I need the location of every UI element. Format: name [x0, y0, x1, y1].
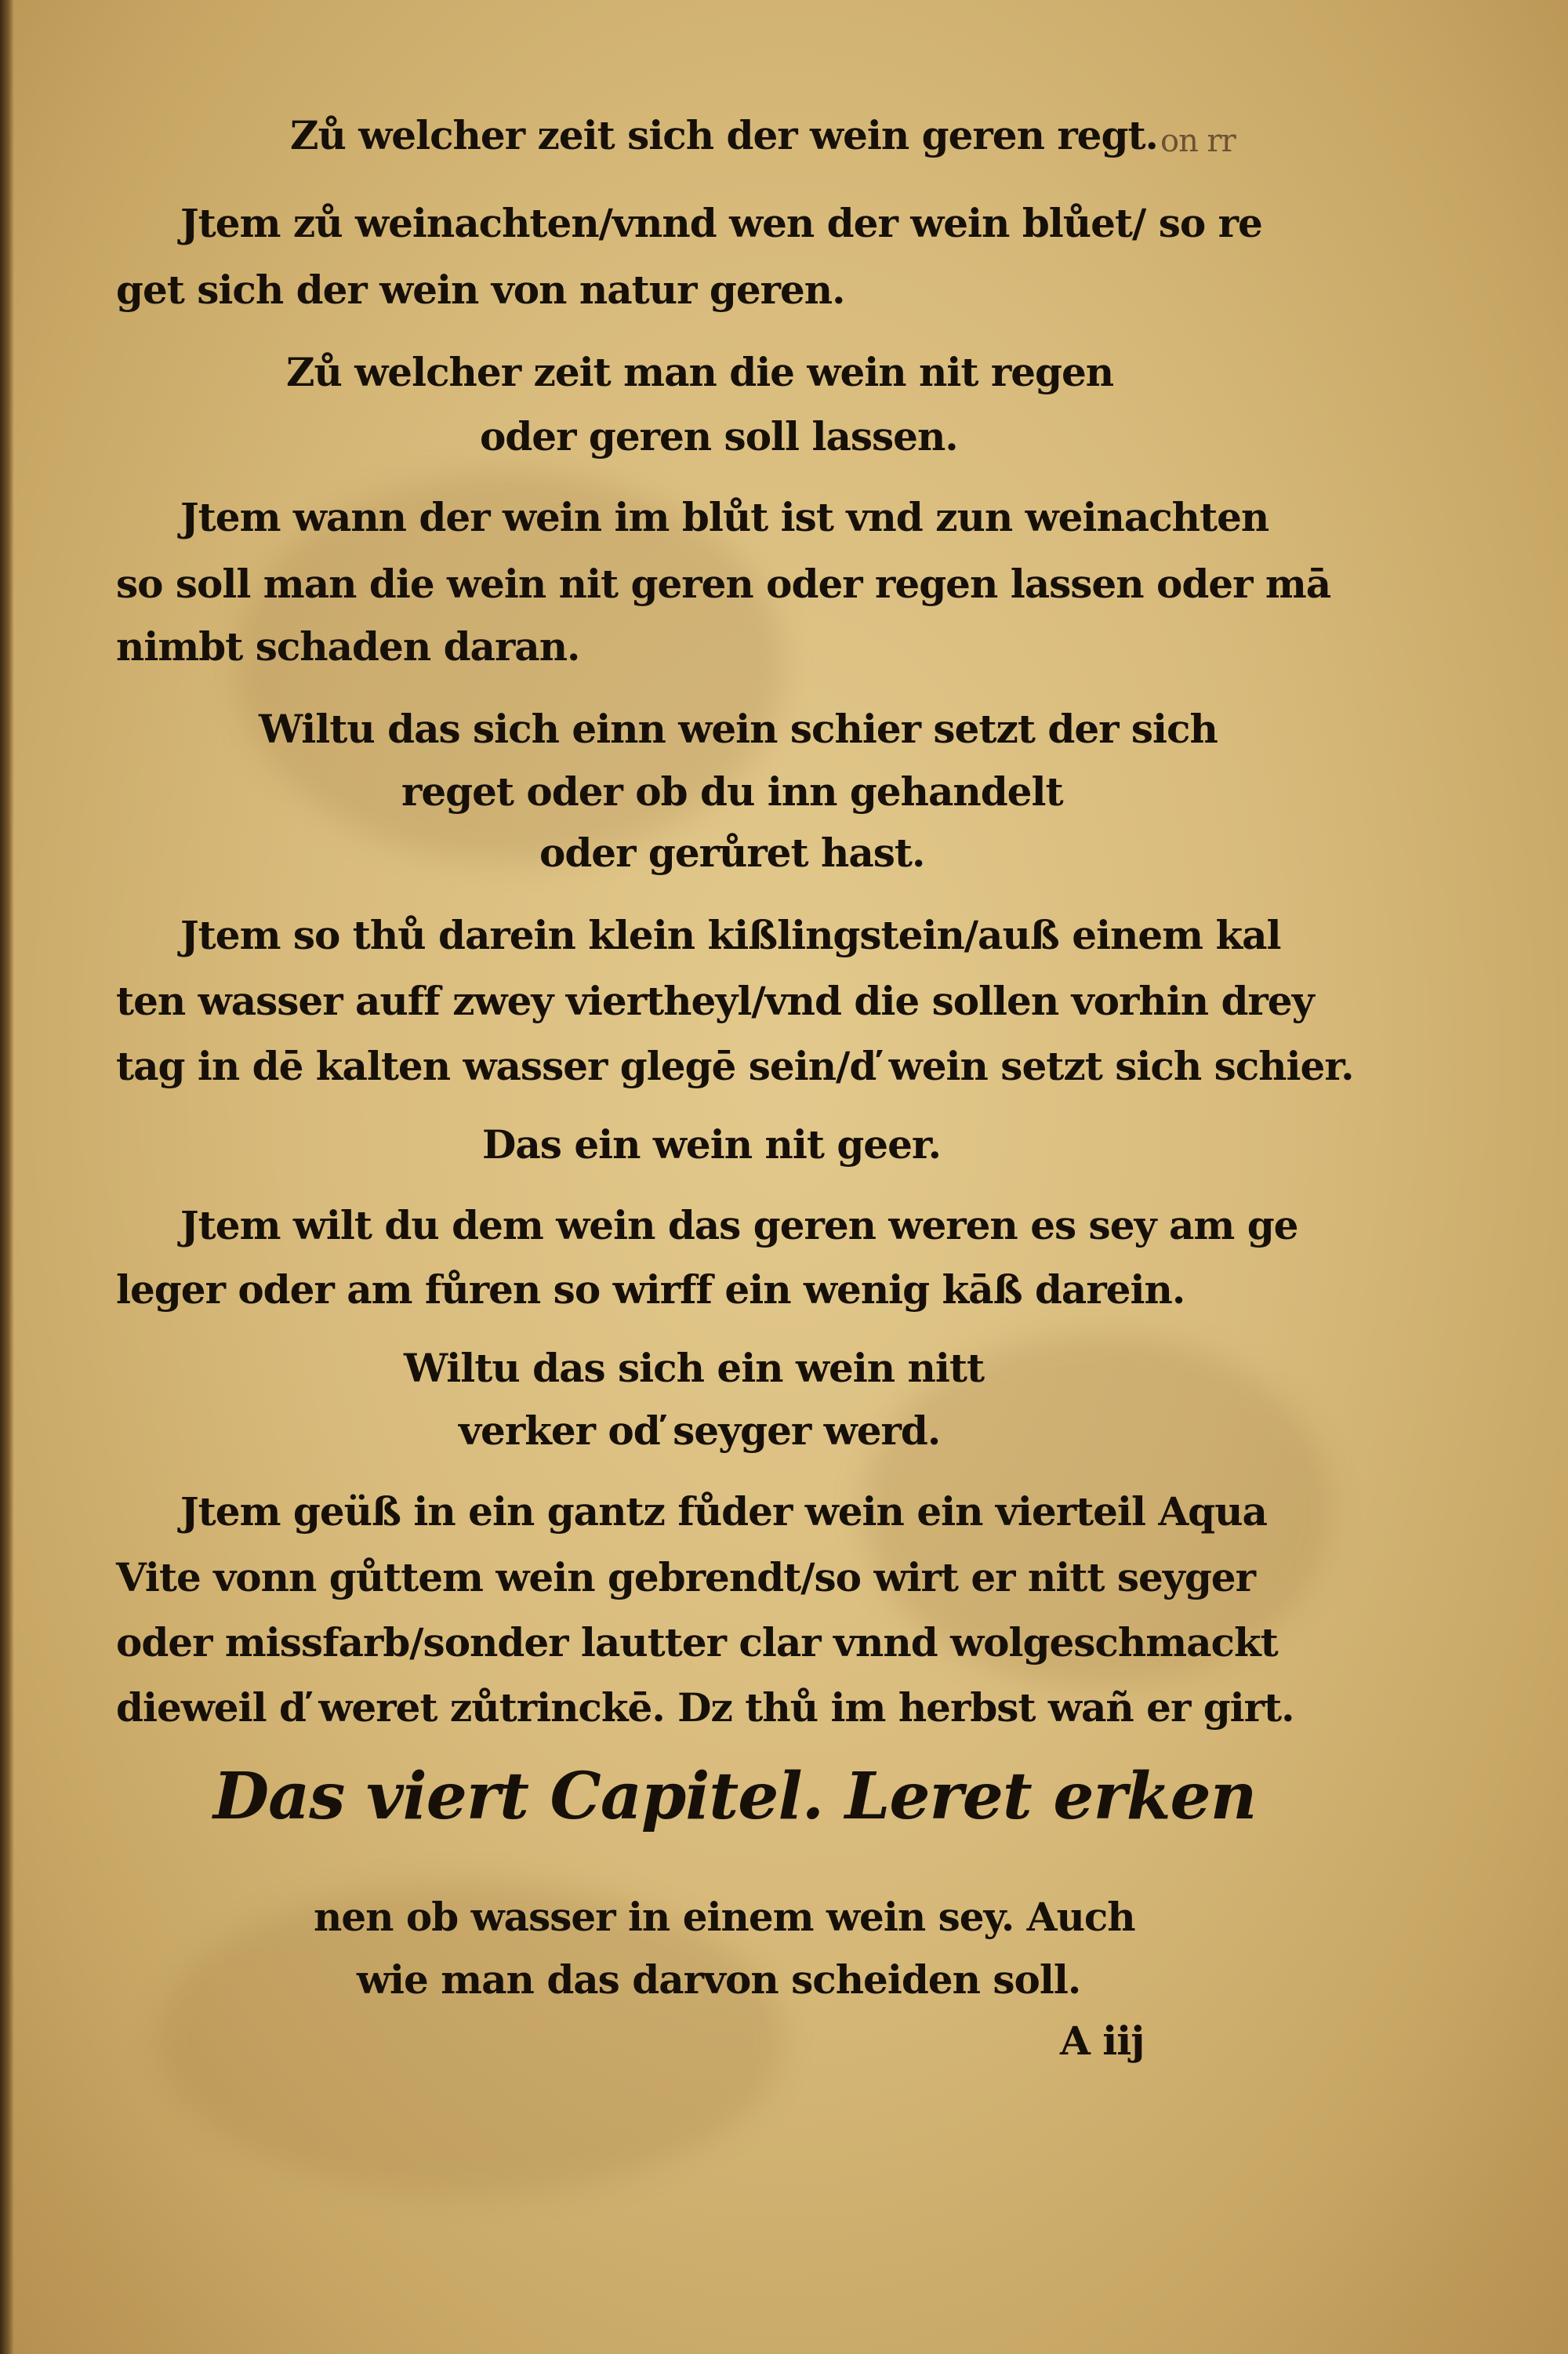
paragraph-line: Jtem geüß in ein gantz fůder wein ein vierteil Aqua	[180, 1488, 1267, 1535]
running-mark: on rr	[1160, 123, 1236, 159]
paragraph-line: get sich der wein von natur geren.	[116, 267, 845, 313]
paragraph-line: ten wasser auff zwey viertheyl/vnd die sollen vorhin drey	[116, 978, 1314, 1024]
heading-wine-stir-time: Zů welcher zeit sich der wein geren regt.	[290, 112, 1158, 158]
paragraph-line: tag in dē kalten wasser glegē sein/ď wein setzt sich schier.	[116, 1043, 1354, 1089]
heading-line: Wiltu das sich ein wein nitt	[404, 1345, 985, 1391]
chapter-heading: Das viert Capitel. Leret erken	[213, 1759, 1257, 1834]
heading-no-ferment: Das ein wein nit geer.	[482, 1121, 942, 1168]
chapter-subheading-line: wie man das darvon scheiden soll.	[357, 1956, 1081, 2003]
paragraph-line: oder missfarb/sonder lautter clar vnnd wolgeschmackt	[116, 1619, 1278, 1666]
chapter-subheading-line: nen ob wasser in einem wein sey. Auch	[314, 1894, 1135, 1940]
heading-line: oder geren soll lassen.	[480, 413, 958, 460]
heading-line: Zů welcher zeit man die wein nit regen	[286, 349, 1114, 395]
paragraph-line: nimbt schaden daran.	[116, 623, 580, 670]
paragraph-line: Vite vonn gůttem wein gebrendt/so wirt er nitt seyger	[116, 1554, 1255, 1600]
signature-mark: A iij	[1060, 2018, 1145, 2064]
paragraph-line: Jtem zů weinachten/vnnd wen der wein blůet/ so re	[180, 200, 1262, 246]
paragraph-line: Jtem so thů darein klein kißlingstein/auß einem kal	[180, 912, 1281, 958]
heading-line: reget oder ob du inn gehandelt	[401, 768, 1063, 815]
paragraph-line: so soll man die wein nit geren oder regen lassen oder mā	[116, 561, 1331, 607]
heading-line: verker oď seyger werd.	[459, 1408, 941, 1454]
heading-line: oder gerůret hast.	[539, 830, 925, 876]
paragraph-line: leger oder am fůren so wirff ein wenig kāß darein.	[116, 1266, 1185, 1313]
page-binding-edge	[0, 0, 14, 2354]
paragraph-line: Jtem wilt du dem wein das geren weren es sey am ge	[180, 1202, 1298, 1248]
paragraph-line: Jtem wann der wein im blůt ist vnd zun weinachten	[180, 494, 1269, 540]
heading-line: Wiltu das sich einn wein schier setzt der sich	[259, 706, 1218, 752]
paragraph-line: dieweil ď weret zůtrinckē. Dz thů im herbst wañ er girt.	[116, 1684, 1294, 1731]
